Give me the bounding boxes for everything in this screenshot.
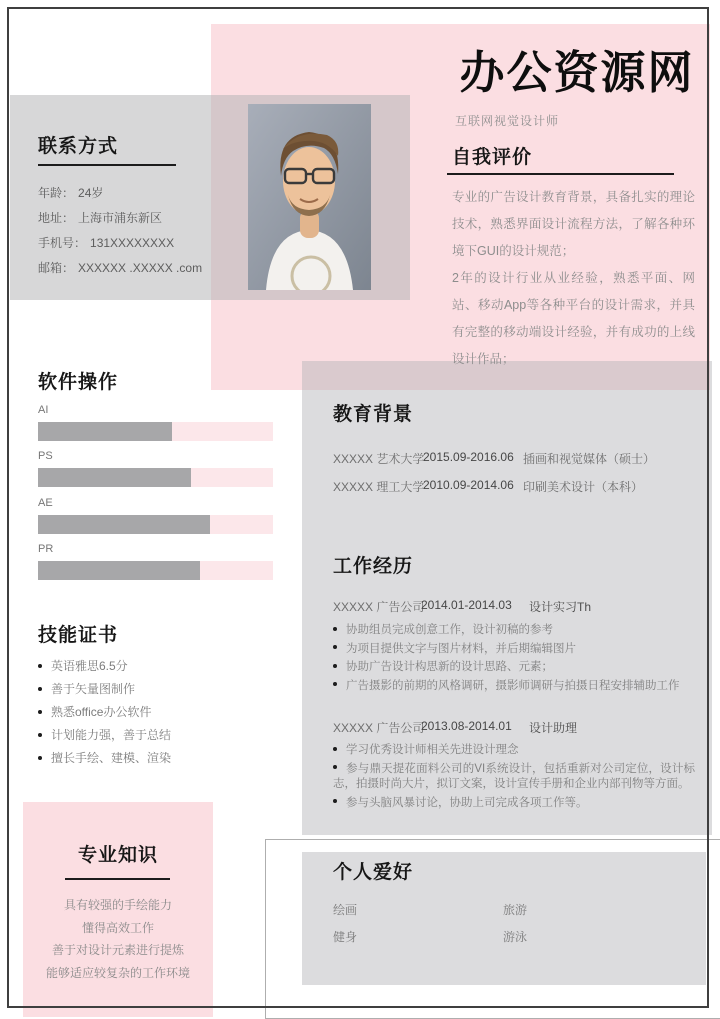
job-bullet-text: 协助广告设计构思新的设计思路、元素； — [346, 661, 553, 673]
contact-label: 邮箱： — [38, 261, 75, 275]
self-evaluation-underline — [447, 173, 674, 175]
job-bullet-text: 广告摄影的前期的风格调研，摄影师调研与拍摄日程安排辅助工作 — [346, 679, 680, 692]
education-school: XXXXX 理工大学 — [333, 480, 425, 494]
certificate-item — [38, 678, 278, 701]
skill-bar-fill — [38, 515, 210, 534]
job-bullet — [333, 623, 695, 639]
section-heading-hobbies: 个人爱好 — [333, 862, 414, 883]
job-bullet-text: 参与头脑风暴讨论，协助上司完成各项工作等。 — [346, 796, 588, 809]
bullet-dot-icon — [333, 645, 337, 649]
bullet-dot-icon — [333, 765, 337, 769]
contact-list — [38, 181, 258, 281]
contact-row-address — [38, 206, 258, 231]
job-period: 2014.01-2014.03 — [421, 598, 512, 612]
job-bullet-text: 为项目提供文字与图片材料，并后期编辑图片 — [346, 642, 576, 655]
bullet-dot-icon — [38, 756, 42, 760]
skill-bar-track — [38, 561, 273, 580]
contact-label: 地址： — [38, 211, 75, 225]
hobby-item: 旅游 — [503, 903, 528, 917]
job-role: 设计助理 — [529, 721, 578, 735]
bullet-dot-icon — [38, 733, 42, 737]
portrait-illustration — [248, 104, 371, 290]
hobby-item: 游泳 — [503, 930, 528, 944]
bullet-dot-icon — [38, 710, 42, 714]
job-period: 2013.08-2014.01 — [421, 719, 512, 733]
contact-label: 手机号： — [38, 236, 87, 250]
education-row — [333, 450, 703, 477]
self-evaluation-paragraph: 专业的广告设计教育背景，具备扎实的理论技术，熟悉界面设计流程方法，了解各种环境下GUI的设计规范； — [452, 190, 695, 258]
contact-value: 上海市浦东新区 — [78, 211, 163, 225]
bullet-dot-icon — [333, 799, 337, 803]
bullet-dot-icon — [38, 687, 42, 691]
education-major: 插画和视觉媒体（硕士） — [523, 452, 656, 466]
certificate-text: 擅长手绘、建模、渲染 — [51, 751, 172, 765]
section-heading-certificates: 技能证书 — [38, 625, 119, 646]
job-target-subtitle: 互联网视觉设计师 — [455, 114, 560, 128]
job-header-row — [333, 598, 703, 618]
skill-bar-ai — [38, 404, 273, 450]
certificate-text: 英语雅思6.5分 — [51, 659, 128, 673]
knowledge-item: 具有较强的手绘能力 — [63, 898, 172, 912]
skill-name: AI — [38, 404, 49, 416]
job-company: XXXXX 广告公司 — [333, 600, 425, 614]
skill-name: PR — [38, 543, 54, 555]
hobby-item: 绘画 — [333, 903, 358, 917]
education-period: 2015.09-2016.06 — [423, 450, 514, 464]
contact-label: 年龄： — [38, 186, 75, 200]
job-bullet — [333, 743, 695, 759]
job-bullet — [333, 762, 695, 793]
certificate-item — [38, 655, 278, 678]
section-heading-contact: 联系方式 — [38, 136, 119, 157]
knowledge-underline — [65, 878, 170, 880]
education-school: XXXXX 艺术大学 — [333, 452, 425, 466]
knowledge-item: 能够适应较复杂的工作环境 — [45, 965, 190, 980]
skill-bar-track — [38, 515, 273, 534]
section-heading-work: 工作经历 — [333, 556, 414, 577]
contact-value: 131XXXXXXXX — [90, 236, 175, 250]
self-evaluation-text — [452, 184, 695, 373]
certificate-item — [38, 724, 278, 747]
job-bullet-list — [333, 623, 695, 697]
certificate-item — [38, 747, 278, 770]
contact-underline — [38, 164, 176, 166]
skill-bar-fill — [38, 422, 172, 441]
skill-name: AE — [38, 497, 53, 509]
contact-row-age — [38, 181, 258, 206]
contact-value: 24岁 — [78, 186, 104, 200]
job-bullet-text: 学习优秀设计师相关先进设计理念 — [346, 744, 519, 756]
job-bullet-text: 参与鼎天提花面料公司的VI系统设计，包括重新对公司定位，设计标志，拍摄时尚大片，拟订文案，设计宣传手册和企业内部刊物等方面。 — [333, 762, 695, 790]
skill-bar-fill — [38, 561, 200, 580]
skill-bar-track — [38, 468, 273, 487]
knowledge-list — [23, 894, 213, 984]
contact-row-phone — [38, 231, 258, 256]
brand-title: 办公资源网 — [459, 47, 695, 98]
certificate-list — [38, 655, 278, 770]
job-bullet-list — [333, 743, 695, 814]
bullet-dot-icon — [333, 682, 337, 686]
knowledge-item: 善于对设计元素进行提炼 — [51, 943, 184, 957]
education-row — [333, 478, 703, 505]
bullet-dot-icon — [333, 664, 337, 668]
bullet-dot-icon — [38, 664, 42, 668]
skill-bar-track — [38, 422, 273, 441]
bullet-dot-icon — [333, 627, 337, 631]
job-bullet-text: 协助组员完成创意工作，设计初稿的参考 — [346, 624, 553, 636]
certificate-text: 熟悉office办公软件 — [51, 705, 152, 719]
skill-bar-fill — [38, 468, 191, 487]
skill-bar-ps — [38, 450, 273, 496]
job-bullet — [333, 679, 695, 695]
section-heading-self-evaluation: 自我评价 — [452, 147, 533, 168]
self-evaluation-paragraph: 2年的设计行业从业经验，熟悉平面、网站、移动App等各种平台的设计需求，并具有完整的移动端设计经验，并有成功的上线设计作品； — [452, 271, 695, 366]
applicant-portrait-photo — [248, 104, 371, 290]
job-bullet — [333, 642, 695, 658]
hobby-item: 健身 — [333, 930, 358, 944]
certificate-text: 善于矢量图制作 — [51, 682, 136, 696]
job-bullet — [333, 660, 695, 676]
contact-value: XXXXXX .XXXXX .com — [78, 261, 203, 275]
education-period: 2010.09-2014.06 — [423, 478, 514, 492]
job-bullet — [333, 796, 695, 812]
contact-row-email — [38, 256, 258, 281]
job-role: 设计实习Th — [529, 600, 592, 614]
job-header-row — [333, 719, 703, 739]
section-heading-software: 软件操作 — [38, 372, 119, 393]
skill-name: PS — [38, 450, 53, 462]
knowledge-item: 懂得高效工作 — [81, 920, 154, 935]
section-heading-education: 教育背景 — [333, 404, 414, 425]
job-company: XXXXX 广告公司 — [333, 721, 425, 735]
education-major: 印刷美术设计（本科） — [523, 480, 644, 494]
section-heading-knowledge: 专业知识 — [77, 845, 158, 866]
skill-bar-ae — [38, 497, 273, 543]
certificate-text: 计划能力强，善于总结 — [51, 728, 172, 742]
bullet-dot-icon — [333, 747, 337, 751]
skill-bar-pr — [38, 543, 273, 589]
certificate-item — [38, 701, 278, 724]
